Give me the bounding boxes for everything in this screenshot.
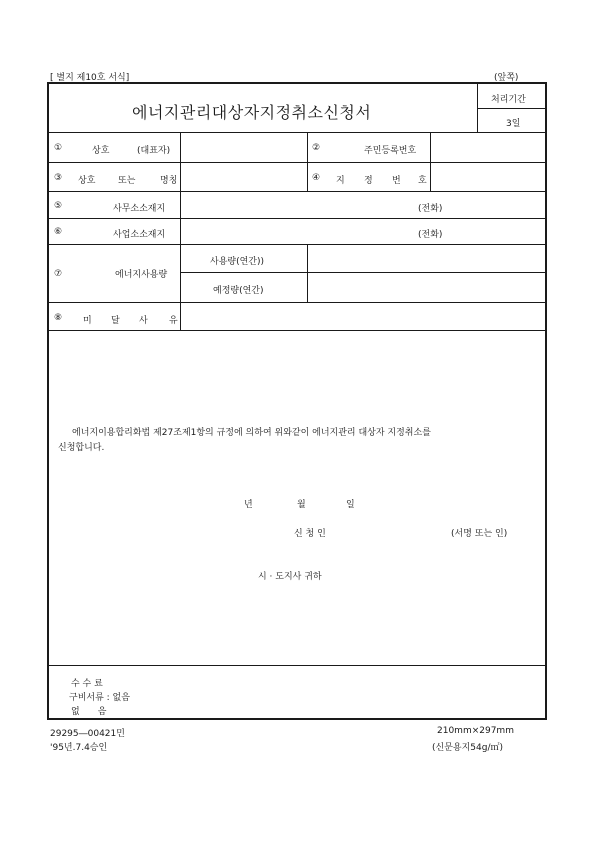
- annual-usage-label: 사용량(연간)): [210, 257, 265, 267]
- fee-label: 수 수 료: [71, 679, 103, 689]
- reason-label-c: 사: [139, 316, 148, 326]
- divider: [307, 132, 308, 191]
- signature-label: (서명 또는 인): [451, 529, 508, 539]
- reason-field[interactable]: [183, 304, 545, 329]
- designation-label-c: 번: [392, 176, 401, 186]
- statement-line-2: 신청합니다.: [58, 443, 105, 453]
- applicant-label: 신 청 인: [294, 529, 326, 539]
- divider: [307, 244, 308, 302]
- divider: [47, 162, 547, 163]
- divider: [477, 108, 547, 109]
- office-address-label: 사무소소재지: [113, 204, 166, 214]
- row-number: ⑦: [54, 269, 63, 279]
- business-address-field[interactable]: [183, 220, 418, 243]
- row-number: ①: [54, 143, 63, 153]
- divider: [477, 82, 478, 132]
- designation-label-d: 호: [418, 176, 427, 186]
- office-phone-label: (전화): [418, 204, 443, 214]
- row-number: ③: [54, 173, 63, 183]
- divider: [47, 302, 547, 303]
- business-address-label: 사업소소재지: [113, 230, 166, 240]
- page-side-label: (앞쪽): [494, 73, 519, 83]
- divider: [180, 132, 181, 330]
- reason-label-b: 달: [111, 316, 120, 326]
- row-number: ②: [312, 143, 321, 153]
- row-number: ⑧: [54, 313, 63, 323]
- annual-usage-field[interactable]: [310, 246, 545, 271]
- representative-label: (대표자): [137, 146, 171, 156]
- processing-period-value: 3일: [506, 119, 521, 129]
- reason-label-d: 유: [169, 316, 178, 326]
- company-name-label-c: 명칭: [160, 176, 178, 186]
- company-label: 상호: [92, 146, 110, 156]
- designation-label-b: 정: [364, 176, 373, 186]
- planned-usage-field[interactable]: [310, 274, 545, 301]
- divider: [47, 244, 547, 245]
- designation-number-field[interactable]: [433, 164, 545, 190]
- business-phone-label: (전화): [418, 230, 443, 240]
- statement-line-1: 에너지이용합리화법 제27조제1항의 규정에 의하여 위와같이 에너지관리 대상자 지정취소를: [72, 428, 431, 438]
- office-address-field[interactable]: [183, 193, 418, 217]
- company-name-label-b: 또는: [118, 176, 136, 186]
- divider: [47, 330, 547, 331]
- date-month: 월: [297, 500, 306, 510]
- resident-number-label: 주민등록번호: [364, 146, 417, 156]
- company-name-label-a: 상호: [78, 176, 96, 186]
- row-number: ⑤: [54, 201, 63, 211]
- divider: [47, 191, 547, 192]
- planned-usage-label: 예정량(연간): [213, 286, 264, 296]
- paper-type: (신문용지54g/㎡): [432, 743, 503, 753]
- energy-usage-label: 에너지사용량: [115, 270, 168, 280]
- none-label: 없 음: [71, 707, 107, 717]
- divider: [180, 272, 547, 273]
- row-number: ⑥: [54, 227, 63, 237]
- resident-number-field[interactable]: [433, 134, 545, 161]
- divider: [430, 132, 431, 191]
- company-name-field[interactable]: [183, 164, 305, 190]
- form-number: [ 별지 제10호 서식]: [50, 73, 130, 83]
- divider: [47, 218, 547, 219]
- processing-period-label: 처리기간: [491, 95, 526, 105]
- reason-label-a: 미: [83, 316, 92, 326]
- divider: [47, 132, 547, 133]
- row-number: ④: [312, 173, 321, 183]
- approval-date: '95년.7.4승인: [50, 743, 108, 753]
- divider: [47, 665, 547, 666]
- date-day: 일: [346, 500, 355, 510]
- designation-label-a: 지: [336, 176, 345, 186]
- required-documents: 구비서류 : 없음: [69, 693, 130, 703]
- form-title: 에너지관리대상자지정취소신청서: [132, 103, 372, 122]
- company-field[interactable]: [183, 134, 305, 161]
- date-year: 년: [244, 500, 253, 510]
- addressee: 시 · 도지사 귀하: [258, 572, 322, 582]
- form-code: 29295―00421민: [50, 729, 125, 739]
- paper-size: 210mm×297mm: [437, 726, 514, 736]
